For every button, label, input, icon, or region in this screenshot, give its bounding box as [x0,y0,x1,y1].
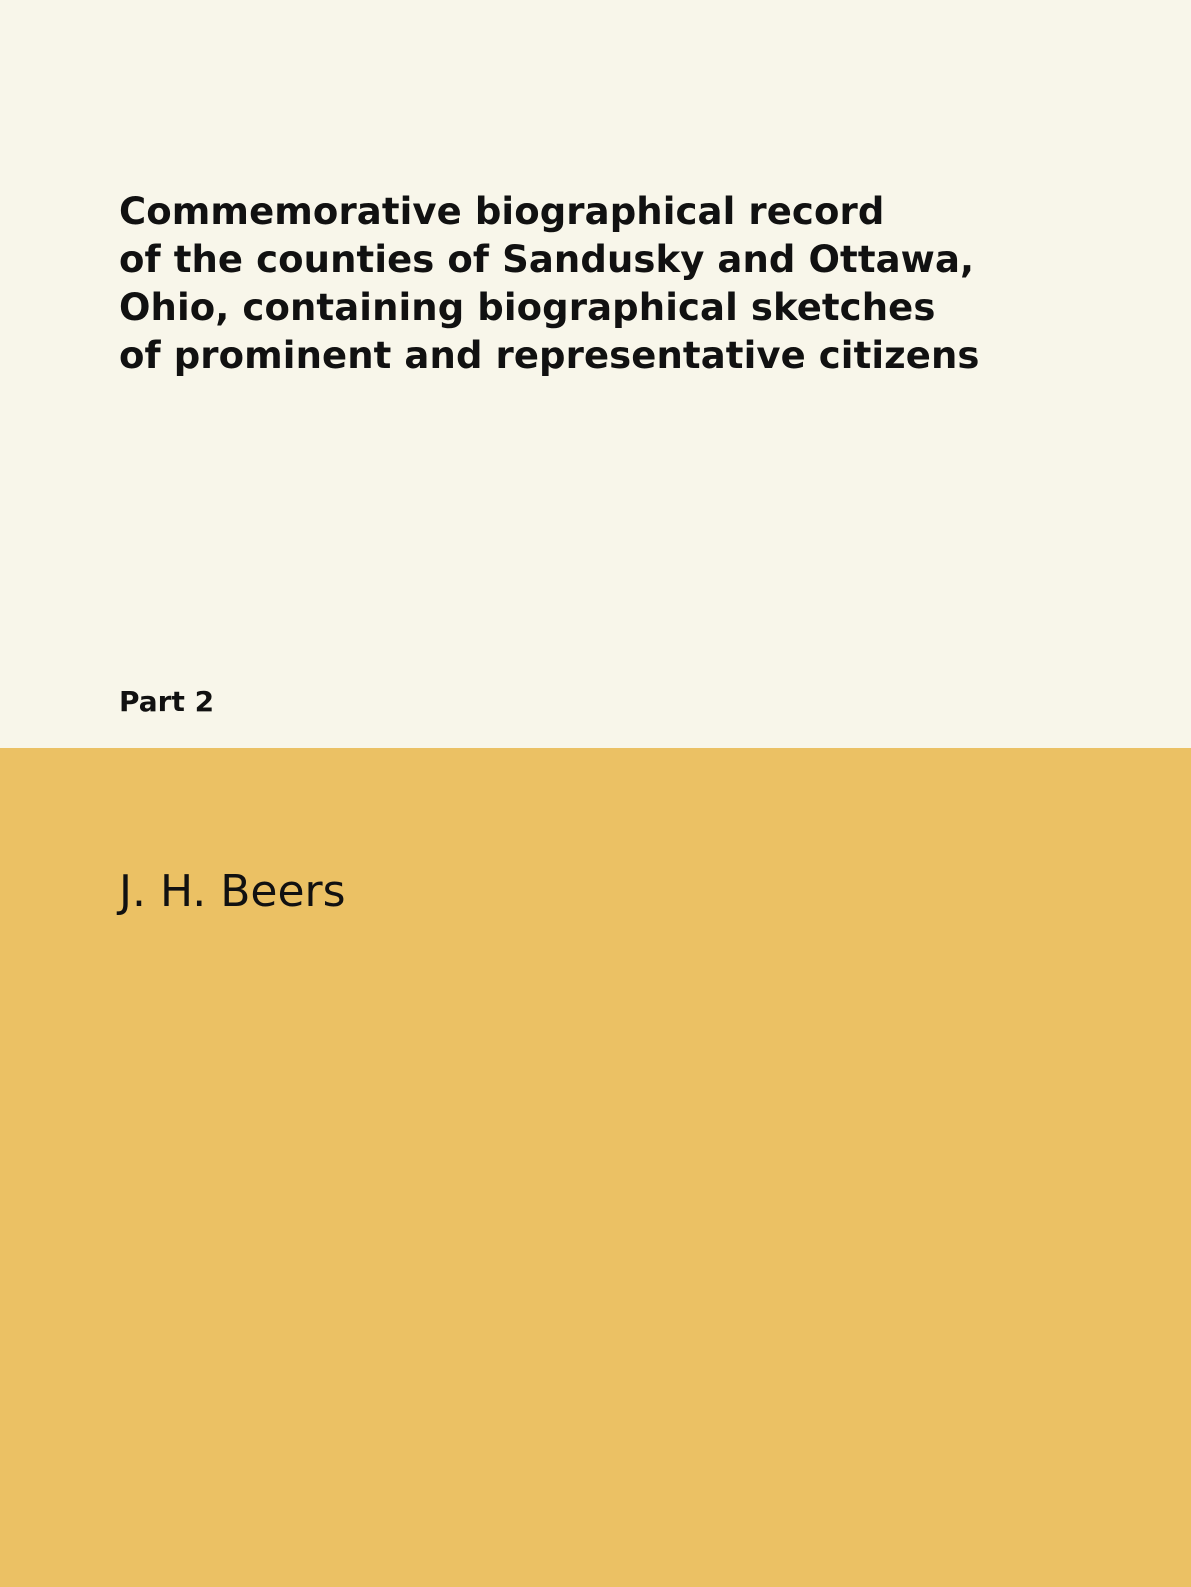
book-title-line-1: Commemorative biographical record [119,190,885,233]
book-title-line-3: Ohio, containing biographical sketches [119,286,936,329]
book-part-label: Part 2 [119,685,215,718]
book-title [119,188,1059,380]
book-author: J. H. Beers [119,866,346,917]
cover-top-panel [0,0,1191,748]
cover-bottom-panel [0,748,1191,1587]
book-title-line-2: of the counties of Sandusky and Ottawa, [119,238,975,281]
book-title-line-4: of prominent and representative citizens [119,334,980,377]
